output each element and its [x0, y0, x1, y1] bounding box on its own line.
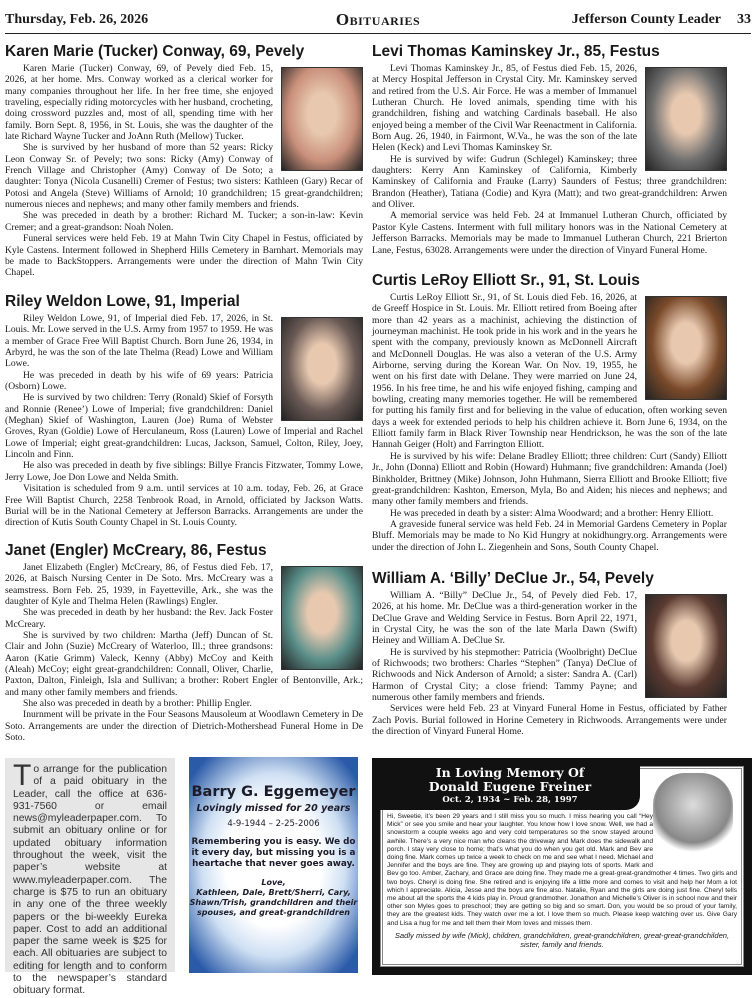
drop-cap: T [13, 759, 32, 792]
obituary-paragraph: He is survived by his stepmother: Patricia (Woolbright) DeClue of Richwoods; two brothers: Charles “Stephen” (Tanya) DeClue of Richwoods and Nick Anderson of Arnold; a sister: Sandra A. (Carl) Harmon of Crystal City; a close friend: Tammy Payne; and numerous other family members and friends. [372, 646, 637, 704]
obituary-paragraph: Curtis LeRoy Elliott Sr., 91, of St. Louis died Feb. 16, 2026, at de Greeff Hospice in St. Louis. Mr. Elliott retired from Boeing after more than 42 years as a machinist, achieving the distinction of journeyman machinist. He took pride in his work and in the years he spent with the company, previously known as McDonnell Aircraft and McDonnell Douglas. He was also a veteran of the U.S. Army Airborne, serving during the Korean War. On Nov. 19, 1955, he went on his first date with Delane. They were married on June 24, 1956. In his free time, he and his wife enjoyed fishing, camping and bowling, creating many memories together. He will be remembered for putting his family first and for believing in the value of education, often working seven days a week for extended periods to help his children achieve it. Born June 6, 1934, on the Elliott family farm in Black River Township near Hendrickson, he was the son of the late Hannah Geiger (Holt) and Farrington Elliott. [372, 292, 727, 451]
obituary-heading: William A. ‘Billy’ DeClue Jr., 54, Pevely [372, 570, 654, 587]
page-number: 33 [737, 12, 751, 27]
obituary [5, 541, 363, 744]
obituary-photo [281, 67, 363, 171]
obituary-paragraph: Visitation is scheduled from 9 a.m. until services at 10 a.m. today, Feb. 26, at Grace Free Will Baptist Church, 2258 Tenbrook Road, in Arnold, officiated by Jackson Watts. Burial will be in the National Cemetery at Jefferson Barracks. Arrangements are under the direction of Kutis South County Chapel in St. Louis County. [5, 483, 363, 529]
obituary-paragraph: Levi Thomas Kaminskey Jr., 85, of Festus died Feb. 15, 2026, at Mercy Hospital Jefferson in Crystal City. Mr. Kaminskey served and retired from the U.S. Air Force. He was a member of Immanuel Lutheran Church. He loved animals, spending time with his grandchildren, fishing and watching Cardinals baseball. He also enjoyed being a member of the Civil War Reenactment in California. Born Aug. 26, 1940, in Fairmont, W.Va., he was the son of the late Helen (Keck) and Levi Thomas Kaminskey Sr. [372, 63, 637, 154]
obituary-photo [645, 67, 727, 171]
obituary-paragraph: She is survived by her husband of more than 52 years: Ricky Leon Conway Sr. of Pevely; two sons: Ricky (Amy) Conway of French Village and Christopher (Amy) Conway of De Soto; a daughter: Tonya (Nicola Cusanelli) Cremer of Festus; two sisters: Kathleen (Gary) Recar of Potosi and Angela (Steve) Williams of Arnold; 10 grandchildren; 15 great-grandchildren; numerous nieces and nephews; and many other family members and friends. [5, 142, 363, 211]
memorial-signers: Kathleen, Dale, Brett/Sherri, Cary, Shawn/Trish, grandchildren and their spouses, and great-grandchildren [189, 888, 358, 917]
obituary-heading: Janet (Engler) McCreary, 86, Festus [5, 542, 267, 559]
obituary-heading: Riley Weldon Lowe, 91, Imperial [5, 293, 240, 310]
page-header [5, 8, 751, 34]
obituary [5, 292, 363, 529]
obituary-paragraph: She is survived by two children: Martha (Jeff) Duncan of St. Clair and John (Suzie) McCreary of Waterloo, Ill.; three grandsons: Aaron (Katie Grimm) Valeck, Kenny (Abby) McCoy and Keith (Aleah) McCoy; eight great-grandchildren: Connall, Oliver, Charlie, Paxton, Dalton, Finleigh, Isla and Sullivan; a brother: Robert Engler of Bentonville, Ark.; and many other family members and friends. [5, 630, 363, 698]
section-title: Obituaries [335, 10, 421, 29]
obituary-heading: Levi Thomas Kaminskey Jr., 85, Festus [372, 43, 660, 60]
obituary-paragraph: She was preceded in death by her husband: the Rev. Jack Foster McCreary. [5, 607, 273, 630]
memorial-message: Hi, Sweetie, it’s been 29 years and I still miss you so much. I miss hearing you call “Hey Mick” or see you smile and hear your laughter. You know how I love snow. Well, we had a snowstorm a couple weeks ago and very cold temperatures so the snow stayed around awhile. There’s a very nice man who cleans the driveway and Mark does the sidewalk and porch. I stay very close to home; that’s what you do when you get old. Mark and Bev are doing fine. Mark comes up twice a week to check on me and see what I need. Michael and Jennifer and the boys are fine. They are growing up and playing lots of sports. Mark and Bev go too. Amber, Zachary, and Grace are doing fine. They made me a great-great-grandmother 4 times. Two girls and two boys. Cheryl is doing fine. She retired and is enjoying life a little more and comes to visit and help her Mom a lot which I appreciate. Alicia, Jesse and the boys are fine also. Natalie, Ryan and the girls are doing just fine. Cheryl tells me about all the sports the 4 kids play in. Proud grandmother. Jonathon and Michelle’s Oliver is in school now and their other son Myles goes to preschool; they are getting so big and so smart. Don, you would be so proud of your family, they are the greatest kids. They watch over me a lot. I love them so much. Please keep watching over us. Give Gary and Lisa a hug for me and tell them their Mom loves and misses them. [387, 813, 737, 927]
obituary-paragraph: A graveside funeral service was held Feb. 24 in Memorial Gardens Cemetery in Poplar Bluff. Memorials may be made to No Kid Hungry at nokidhungry.org. Arrangements were under the direction of John L. Ziegenhein and Sons, South County Chapel. [372, 518, 727, 553]
memorial-ad-eggemeyer [189, 757, 358, 973]
obituary-paragraph: Karen Marie (Tucker) Conway, 69, of Pevely died Feb. 15, 2026, at her home. Mrs. Conway worked as a clerical worker for many companies throughout her life. In her free time, she enjoyed traveling, especially riding motorcycles with her husband, crocheting, doing crossword puzzles and, most of all, spending time with her family. Born Sept. 8, 1956, in St. Louis, she was the daughter of the late Richard Wayne Tucker and JoAnn Ruth (Mellow) Tucker. [5, 63, 274, 143]
obituary-paragraph: He was preceded in death by his wife of 69 years: Patricia (Osborn) Lowe. [5, 369, 273, 393]
obituary-paragraph: She also was preceded in death by a brother: Phillip Engler. [23, 698, 252, 710]
memorial-name: Barry G. Eggemeyer [191, 784, 356, 800]
memorial-love: Love, [261, 878, 286, 887]
obituary-photo [645, 594, 727, 698]
memorial-dates: 4-9-1944 – 2-25-2006 [227, 819, 320, 829]
obituary-paragraph: A memorial service was held Feb. 24 at Immanuel Lutheran Church, officiated by Pastor Kyle Castens. Interment with full military honors was in the National Cemetery at Jefferson Barracks. Memorials may be made to Immanuel Lutheran Church, 221 Brierton Lane, Festus, 63028. Arrangements were under the direction of Vinyard Funeral Home. [372, 210, 727, 256]
obituary-heading: Karen Marie (Tucker) Conway, 69, Pevely [5, 43, 305, 60]
obituary-paragraph: Services were held Feb. 23 at Vinyard Funeral Home in Festus, officiated by Father Zach Povis. Burial followed in Horine Cemetery in Richwoods. Arrangements were under the direction of Vinyard Funeral Home. [372, 703, 727, 738]
obituary-heading: Curtis LeRoy Elliott Sr., 91, St. Louis [372, 272, 640, 289]
obituary-paragraph: Janet Elizabeth (Engler) McCreary, 86, of Festus died Feb. 17, 2026, at Baisch Nursing Center in De Soto. Mrs. McCreary was a seamstress. Born Feb. 25, 1939, in Fayetteville, Ark., she was the daughter of Kyle and Thelma Helen (Rawlings) Engler. [5, 562, 273, 608]
obituary-paragraph: Inurnment will be private in the Four Seasons Mausoleum at Woodlawn Cemetery in De Soto. Arrangements are under the direction of Dietrich-Mothershead Funeral Home in De Soto. [5, 709, 363, 744]
obituary-paragraph: He is survived by two children: Terry (Ronald) Skief of Forsyth and Ronnie (Renee’) Lowe of Imperial; five grandchildren: Daniel (Meghan) Skief of Washington, Lauren (Joe) Ruma of Webster Groves, Ryan (Goldie) Lowe of Herculaneum, Ross (Lauren) Lowe of Imperial and Rachel Lowe of Imperial; eight great-grandchildren: Lucas, Jackson, Samuel, Colton, Riley, Joey, Lincoln and Finn. [5, 392, 363, 461]
obituary-paragraph: William A. “Billy” DeClue Jr., 54, of Pevely died Feb. 17, 2026, at his home. Mr. DeClue was a third-generation worker in the DeClue Grave and Welding Service in Festus. Born April 22, 1971, in Crystal City, he was the son of the late Marla Dawn (Swift) Heiney and William A. DeClue Sr. [372, 590, 637, 647]
obituary [372, 42, 727, 256]
publication-name: Jefferson County Leader [571, 12, 721, 27]
obituary-paragraph: He is survived by his wife: Delane Bradley Elliott; three children: Curt (Sandy) Elliott Jr., John (Donna) Elliott and Robin (Howard) Huhmann; five grandchildren: Amanda (Joel) Binkholder, Brittney (Mike) Johnson, John Huhmann, Sierra Elliott and Brooke Elliott; five great-grandchildren: Kashton, Emerson, Myla, Bo and Aiden; his nieces and nephews; and many other family members and friends. [372, 450, 727, 508]
obituary-paragraph: Riley Weldon Lowe, 91, of Imperial died Feb. 17, 2026, in St. Louis. Mr. Lowe served in the U.S. Army from 1957 to 1959. He was a member of Grace Free Will Baptist Church. Born June 26, 1934, in Arbyrd, he was the son of the late Thelma (Read) Lowe and William Lowe. [5, 313, 273, 370]
memorial-subtitle: Lovingly missed for 20 years [196, 803, 351, 814]
obituary-paragraph: He was preceded in death by a sister: Alma Woodward; and a brother: Henry Elliott. [390, 507, 714, 519]
obituary-paragraph: He also was preceded in death by five siblings: Billye Francis Fitzwater, Tommy Lowe, Jerry Lowe, Joe Don Lowe and Nelda Smith. [5, 460, 363, 483]
obituary-photo [281, 566, 363, 670]
info-text: o arrange for the publication of a paid obituary in the Leader, call the office at 636-931-7560 or email news@myleaderpaper.com. To submit an obituary online or for updated obituary information throughout the week, visit the paper’s website at www.myleaderpaper.com. The charge is $75 to run an obituary in any one of the three weekly papers or the bi-weekly Eureka paper. Cost to add an additional paper the same week is $25 for each. All obituaries are subject to editing for length and to conform to the newspaper’s standard obituary format. [13, 764, 167, 997]
memorial-sadly-missed: Sadly missed by wife (Mick), children, grandchildren, great-grandchildren, great-great-grandchilden, sister, family and friends. [394, 930, 730, 950]
obituary-info-box [5, 758, 175, 997]
obituary [5, 42, 363, 279]
photo-spacer [653, 813, 737, 865]
memorial-quote: Remembering you is easy. We do it every day, but missing you is a heartache that never goes away. [191, 837, 356, 869]
memorial-title [380, 766, 640, 810]
obituary-paragraph: Funeral services were held Feb. 19 at Mahn Twin City Chapel in Festus, officiated by Kyle Castens. Interment followed in Shepherd Hills Cemetery in Barnhart. Memorials may be made to BackStoppers. Arrangements were under the direction of Mahn Twin City Chapel. [5, 233, 363, 279]
obituary-paragraph: She was preceded in death by a brother: Richard M. Tucker; a son-in-law: Kevin Cremer; and a great-grandson: Noah Nolen. [5, 210, 363, 233]
obituary [372, 271, 727, 553]
memorial-ad-freiner [372, 758, 752, 975]
obituary-photo [645, 296, 727, 400]
memorial-title-name: Donald Eugene Freiner [428, 779, 592, 794]
obituary [372, 569, 727, 737]
obituary-photo [281, 317, 363, 421]
issue-date: Thursday, Feb. 26, 2026 [5, 12, 149, 27]
memorial-dates: Oct. 2, 1934 ~ Feb. 28, 1997 [442, 795, 578, 805]
obituary-paragraph: He is survived by wife: Gudrun (Schlegel) Kaminskey; three daughters: Kerry Ann Kaminskey of California, Kimberly Kaminskey of California and Frauke (Larry) Saunders of Festus; three grandchildren: Brandon (Heather), Tatiana (Codie) and Kyra (Matt); and two great-grandchildren: Arwen and Oliver. [372, 153, 727, 211]
memorial-title-line1: In Loving Memory Of [435, 765, 585, 780]
